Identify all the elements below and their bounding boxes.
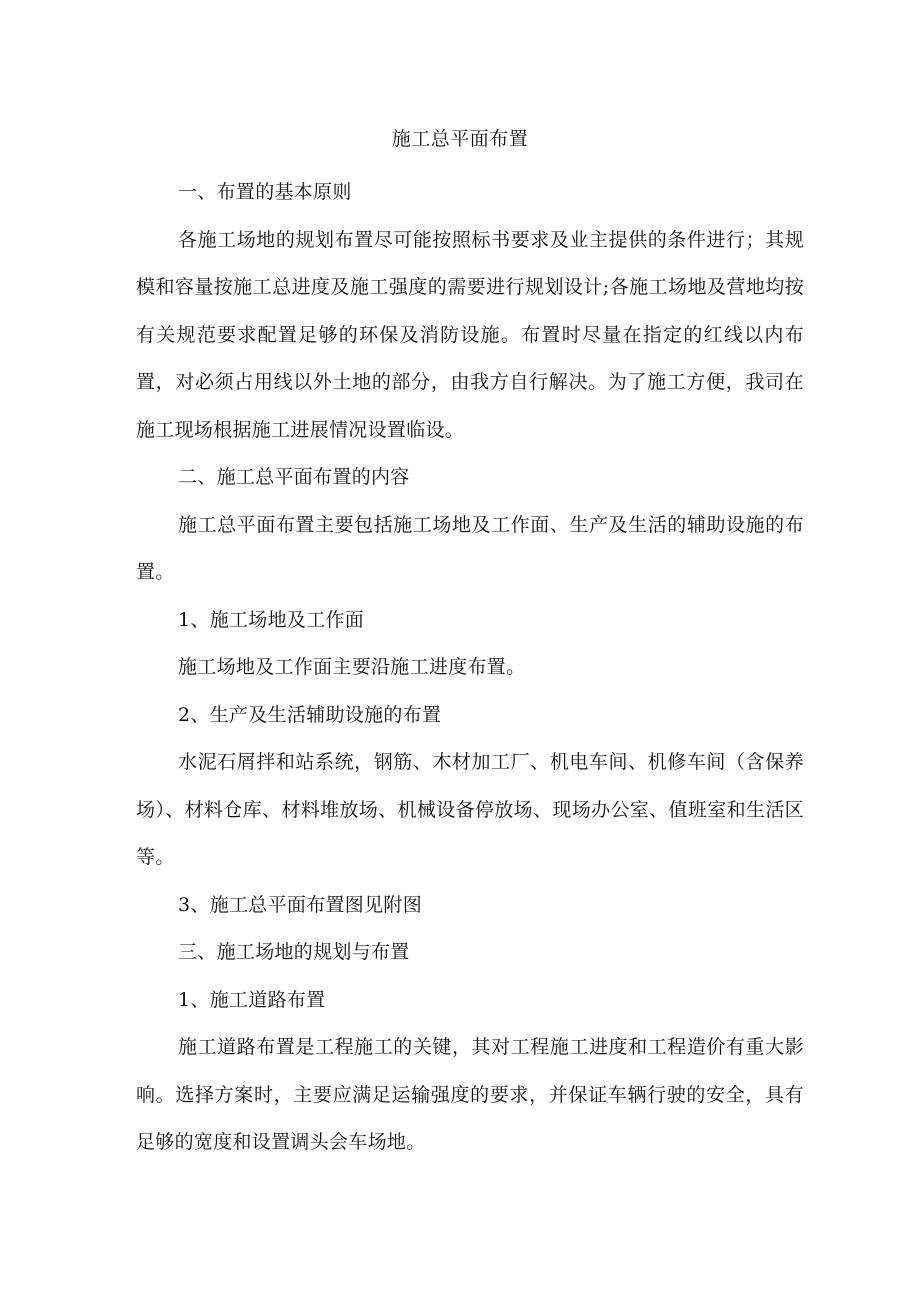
section-heading: 三、施工场地的规划与布置 <box>178 941 410 963</box>
subsection-heading: 3、施工总平面布置图见附图 <box>178 893 422 916</box>
section-heading: 一、布置的基本原则 <box>178 181 352 203</box>
subsection-heading: 1、施工场地及工作面 <box>178 608 365 631</box>
body-paragraph: 各施工场地的规划布置尽可能按照标书要求及业主提供的条件进行；其规模和容量按施工总进度及施工强度的需要进行规划设计;各施工场地及营地均按有关规范要求配置足够的环保及消防设施。布置时尽量在指定的红线以内布置，对必须占用线以外土地的部分，由我方自行解决。为了施工方便，我司在施工现场根据施工进展情况设置临设。 <box>136 228 804 441</box>
section-heading: 二、施工总平面布置的内容 <box>178 466 410 488</box>
subsection-heading: 2、生产及生活辅助设施的布置 <box>178 703 442 726</box>
body-paragraph: 施工场地及工作面主要沿施工进度布置。 <box>178 656 526 678</box>
document-title: 施工总平面布置 <box>391 128 529 150</box>
subsection-heading: 1、施工道路布置 <box>178 988 326 1011</box>
document-body <box>136 169 804 1167</box>
body-paragraph: 水泥石屑拌和站系统，钢筋、木材加工厂、机电车间、机修车间（含保养场）、材料仓库、材料堆放场、机械设备停放场、现场办公室、值班室和生活区等。 <box>136 751 804 868</box>
body-paragraph: 施工总平面布置主要包括施工场地及工作面、生产及生活的辅助设施的布置。 <box>136 513 804 583</box>
body-paragraph: 施工道路布置是工程施工的关键，其对工程施工进度和工程造价有重大影响。选择方案时，主要应满足运输强度的要求，并保证车辆行驶的安全，具有足够的宽度和设置调头会车场地。 <box>136 1036 804 1153</box>
